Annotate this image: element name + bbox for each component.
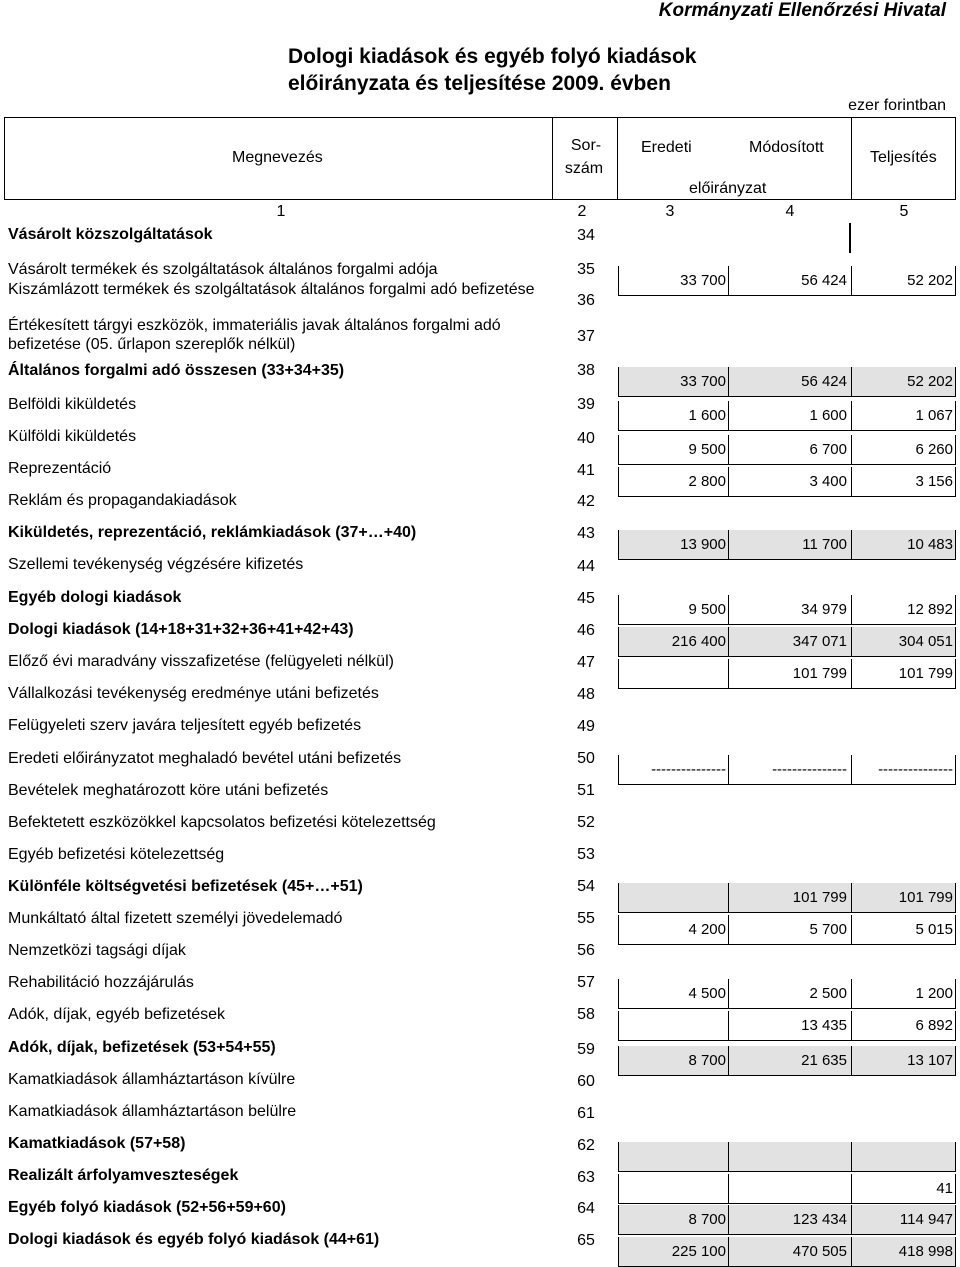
value-cell-modositott: [728, 1174, 851, 1204]
value-teljesites: 10 483: [907, 536, 953, 553]
header-divider-1: [552, 117, 553, 200]
row-label: Dologi kiadások (14+18+31+32+36+41+42+43): [8, 621, 354, 638]
value-eredeti: ---------------: [651, 761, 726, 778]
row-label: Rehabilitáció hozzájárulás: [8, 974, 194, 991]
column-number-2: 2: [577, 203, 587, 220]
value-eredeti: 4 200: [688, 921, 726, 938]
value-modositott: 6 700: [809, 441, 847, 458]
row-number: 47: [577, 654, 595, 671]
value-modositott: 56 424: [801, 272, 847, 289]
value-eredeti: 216 400: [671, 633, 726, 650]
row-label: Felügyeleti szerv javára teljesített egyéb befizetés: [8, 717, 362, 734]
row-number: 45: [577, 590, 595, 607]
value-eredeti: 8 700: [688, 1052, 726, 1069]
value-modositott: 13 435: [801, 1017, 847, 1034]
row-34-marker: [849, 223, 851, 253]
row-number: 39: [577, 396, 595, 413]
value-cell-eredeti: [618, 1011, 728, 1041]
value-teljesites: 41: [936, 1180, 953, 1197]
column-eloiranyzat-header: előirányzat: [689, 180, 767, 197]
header-left-border: [4, 117, 5, 200]
header-top-border: [4, 117, 956, 118]
value-eredeti: 4 500: [688, 985, 726, 1002]
row-number: 63: [577, 1169, 595, 1186]
header-right-border: [955, 117, 956, 200]
value-teljesites: 52 202: [907, 272, 953, 289]
value-modositott: 2 500: [809, 985, 847, 1002]
row-label: Eredeti előirányzatot meghaladó bevétel utáni befizetés: [8, 750, 402, 767]
row-label: Bevételek meghatározott köre utáni befizetés: [8, 782, 329, 799]
value-cell-eredeti: [618, 883, 728, 913]
row-number: 36: [577, 292, 595, 309]
value-teljesites: 12 892: [907, 601, 953, 618]
row-number: 56: [577, 942, 595, 959]
row-label: Szellemi tevékenység végzésére kifizetés: [8, 556, 304, 573]
value-modositott: 21 635: [801, 1052, 847, 1069]
row-label: Kamatkiadások államháztartáson kívülre: [8, 1071, 296, 1088]
row-label: Kiszámlázott termékek és szolgáltatások általános forgalmi adó befizetése: [8, 281, 535, 298]
column-sor-header-1: Sor-: [570, 137, 602, 154]
value-cell-modositott: [728, 1142, 851, 1172]
row-label: Munkáltató által fizetett személyi jövedelemadó: [8, 910, 343, 927]
row-label: Kamatkiadások (57+58): [8, 1135, 186, 1152]
page-title: [288, 43, 696, 97]
value-teljesites: ---------------: [878, 761, 953, 778]
row-label: Realizált árfolyamveszteségek: [8, 1167, 239, 1184]
row-number: 61: [577, 1105, 595, 1122]
agency-name: Kormányzati Ellenőrzési Hivatal: [658, 0, 946, 21]
value-teljesites: 101 799: [898, 665, 953, 682]
row-number: 54: [577, 878, 595, 895]
title-line-2: előirányzata és teljesítése 2009. évben: [288, 72, 671, 95]
row-label: Dologi kiadások és egyéb folyó kiadások (44+61): [8, 1231, 380, 1248]
row-number: 62: [577, 1137, 595, 1154]
row-number: 65: [577, 1232, 595, 1249]
row-label: Belföldi kiküldetés: [8, 396, 137, 413]
value-modositott: 470 505: [792, 1243, 847, 1260]
row-label: Különféle költségvetési befizetések (45+…+51): [8, 878, 363, 895]
value-modositott: 347 071: [792, 633, 847, 650]
value-eredeti: 9 500: [688, 441, 726, 458]
row-label: Vásárolt termékek és szolgáltatások általános forgalmi adója: [8, 261, 438, 278]
column-eredeti-header: Eredeti: [641, 139, 692, 156]
row-label: Egyéb dologi kiadások: [8, 589, 182, 606]
value-cell-eredeti: [618, 1174, 728, 1204]
row-label: Kamatkiadások államháztartáson belülre: [8, 1103, 297, 1120]
row-number: 57: [577, 974, 595, 991]
value-modositott: 34 979: [801, 601, 847, 618]
column-number-5: 5: [899, 203, 909, 220]
value-modositott: ---------------: [772, 761, 847, 778]
unit-label: ezer forintban: [848, 97, 946, 114]
column-number-4: 4: [785, 203, 795, 220]
row-label: Reklám és propagandakiadások: [8, 492, 237, 509]
value-modositott: 11 700: [802, 536, 847, 553]
row-number: 64: [577, 1200, 595, 1217]
value-modositott: 123 434: [792, 1211, 847, 1228]
row-label: Egyéb befizetési kötelezettség: [8, 846, 225, 863]
row-number: 37: [577, 328, 595, 345]
value-teljesites: 114 947: [899, 1211, 953, 1228]
row-number: 55: [577, 910, 595, 927]
header-divider-2: [617, 117, 618, 200]
row-label: Adók, díjak, egyéb befizetések: [8, 1006, 226, 1023]
column-name-header: Megnevezés: [232, 149, 323, 166]
row-number: 40: [577, 430, 595, 447]
value-modositott: 3 400: [809, 473, 847, 490]
row-label: Reprezentáció: [8, 460, 112, 477]
row-number: 50: [577, 750, 595, 767]
row-label: Előző évi maradvány visszafizetése (felügyeleti nélkül): [8, 653, 394, 670]
row-number: 35: [577, 261, 595, 278]
value-teljesites: 1 067: [915, 407, 953, 424]
row-number: 59: [577, 1041, 595, 1058]
value-modositott: 5 700: [809, 921, 847, 938]
title-line-1: Dologi kiadások és egyéb folyó kiadások: [288, 45, 697, 68]
row-number: 41: [577, 462, 595, 479]
value-teljesites: 6 892: [915, 1017, 953, 1034]
value-eredeti: 33 700: [680, 373, 726, 390]
column-modositott-header: Módosított: [749, 139, 824, 156]
value-eredeti: 2 800: [688, 473, 726, 490]
value-teljesites: 3 156: [915, 473, 953, 490]
row-number: 43: [577, 525, 595, 542]
column-teljesites-header: Teljesítés: [870, 149, 937, 166]
value-modositott: 56 424: [801, 373, 847, 390]
row-label: Befektetett eszközökkel kapcsolatos befizetési kötelezettség: [8, 814, 436, 831]
row-label: Kiküldetés, reprezentáció, reklámkiadások (37+…+40): [8, 524, 417, 541]
header-bottom-border: [4, 199, 956, 200]
row-label: Külföldi kiküldetés: [8, 428, 137, 445]
row-number: 46: [577, 622, 595, 639]
value-teljesites: 13 107: [907, 1052, 953, 1069]
value-eredeti: 13 900: [680, 536, 726, 553]
row-number: 42: [577, 493, 595, 510]
row-number: 38: [577, 362, 595, 379]
row-label: Vásárolt közszolgáltatások: [8, 226, 213, 243]
row-number: 60: [577, 1073, 595, 1090]
row-number: 34: [577, 227, 595, 244]
row-label: Nemzetközi tagsági díjak: [8, 942, 186, 959]
row-label: Adók, díjak, befizetések (53+54+55): [8, 1039, 276, 1056]
value-modositott: 101 799: [792, 889, 847, 906]
column-number-3: 3: [665, 203, 675, 220]
value-cell-eredeti: [618, 1142, 728, 1172]
value-teljesites: 101 799: [898, 889, 953, 906]
column-number-1: 1: [276, 203, 286, 220]
value-cell-teljesites: [851, 1142, 956, 1172]
row-number: 53: [577, 846, 595, 863]
value-teljesites: 5 015: [915, 921, 953, 938]
value-teljesites: 418 998: [898, 1243, 953, 1260]
value-modositott: 101 799: [792, 665, 847, 682]
value-teljesites: 52 202: [907, 373, 953, 390]
row-number: 44: [577, 558, 595, 575]
value-teljesites: 304 051: [898, 633, 953, 650]
value-teljesites: 6 260: [915, 441, 953, 458]
row-number: 58: [577, 1006, 595, 1023]
value-eredeti: 8 700: [688, 1211, 726, 1228]
row-number: 49: [577, 718, 595, 735]
row-label: Értékesített tárgyi eszközök, immateriális javak általános forgalmi adó befizetése (05. űrlapon szereplők nélkül): [8, 317, 501, 353]
column-sor-header-2: szám: [564, 160, 604, 177]
header-divider-3: [851, 117, 852, 200]
row-number: 48: [577, 686, 595, 703]
row-number: 51: [577, 782, 595, 799]
row-number: 52: [577, 814, 595, 831]
row-label: Egyéb folyó kiadások (52+56+59+60): [8, 1199, 286, 1216]
value-modositott: 1 600: [809, 407, 847, 424]
value-cell-eredeti: [618, 659, 728, 689]
row-label: Általános forgalmi adó összesen (33+34+35): [8, 362, 345, 379]
value-eredeti: 1 600: [688, 407, 726, 424]
value-teljesites: 1 200: [915, 985, 953, 1002]
row-label: Vállalkozási tevékenység eredménye utáni befizetés: [8, 685, 379, 702]
value-eredeti: 9 500: [688, 601, 726, 618]
value-eredeti: 33 700: [680, 272, 726, 289]
value-eredeti: 225 100: [671, 1243, 726, 1260]
